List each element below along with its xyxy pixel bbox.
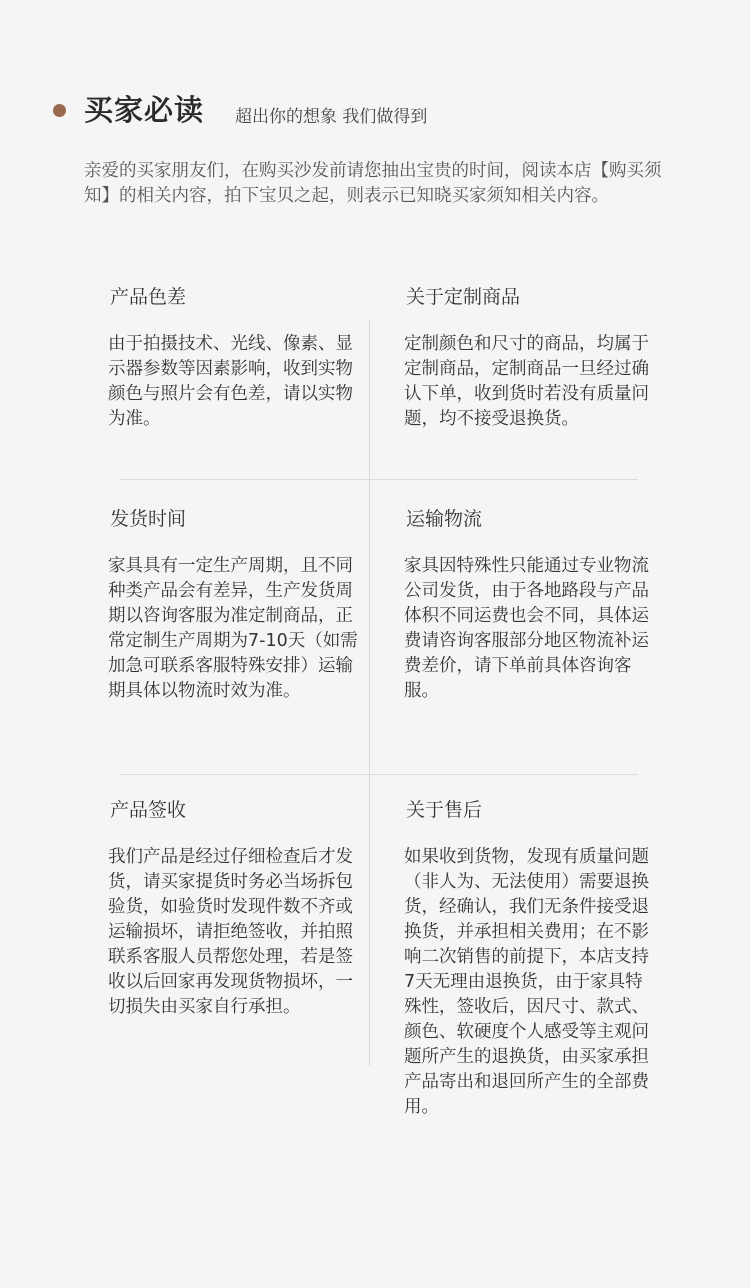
section-title-receipt: 产品签收 [110, 799, 187, 821]
section-text-custom-products: 定制颜色和尺寸的商品，均属于定制商品，定制商品一旦经过确认下单，收到货时若没有质量问题，均不接受退换货。 [404, 334, 649, 429]
section-text-shipping-time: 家具具有一定生产周期，且不同种类产品会有差异，生产发货周期以咨询客服为准定制商品，正常定制生产周期为7-10天（如需加急可联系客服特殊安排）运输期具体以物流时效为准。 [108, 556, 358, 701]
section-title-shipping-time: 发货时间 [110, 508, 187, 530]
section-title-logistics: 运输物流 [406, 508, 483, 530]
page-subtitle: 超出你的想象 我们做得到 [235, 107, 428, 127]
page-title: 买家必读 [84, 93, 205, 127]
intro-paragraph: 亲爱的买家朋友们，在购买沙发前请您抽出宝贵的时间，阅读本店【购买须知】的相关内容，拍下宝贝之起，则表示已知晓买家须知相关内容。 [84, 161, 662, 206]
section-title-custom-products: 关于定制商品 [406, 286, 521, 308]
section-text-receipt: 我们产品是经过仔细检查后才发货，请买家提货时务必当场拆包验货，如验货时发现件数不齐或运输损坏，请拒绝签收，并拍照联系客服人员帮您处理，若是签收以后回家再发现货物损坏，一切损失由买家自行承担。 [108, 847, 353, 1017]
row-divider-1 [120, 479, 638, 480]
column-divider [369, 320, 370, 1066]
section-text-logistics: 家具因特殊性只能通过专业物流公司发货，由于各地路段与产品体积不同运费也会不同，具体运费请咨询客服部分地区物流补运费差价，请下单前具体咨询客服。 [404, 556, 649, 701]
section-text-after-sales: 如果收到货物，发现有质量问题（非人为、无法使用）需要退换货，经确认，我们无条件接受退换货，并承担相关费用；在不影响二次销售的前提下，本店支持7天无理由退换货，由于家具特殊性，签收后，因尺寸、款式、颜色、软硬度个人感受等主观问题所产生的退换货，由买家承担产品寄出和退回所产生的全部费用。 [404, 847, 649, 1117]
bullet-dot-icon [53, 104, 66, 117]
section-title-after-sales: 关于售后 [406, 799, 483, 821]
section-title-color-difference: 产品色差 [110, 286, 187, 308]
row-divider-2 [120, 774, 638, 775]
section-text-color-difference: 由于拍摄技术、光线、像素、显示器参数等因素影响，收到实物颜色与照片会有色差，请以实物为准。 [108, 334, 353, 429]
